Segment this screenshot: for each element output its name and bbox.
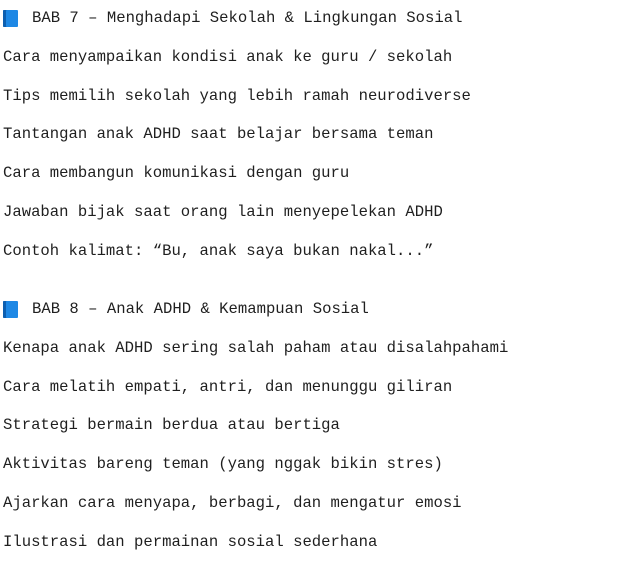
list-item: Kenapa anak ADHD sering salah paham atau disalahpahami [3,339,509,357]
list-item: Aktivitas bareng teman (yang nggak bikin stres) [3,455,443,473]
list-item: Cara melatih empati, antri, dan menunggu giliran [3,378,453,396]
book-icon [3,301,18,318]
list-item: Cara menyampaikan kondisi anak ke guru / sekolah [3,48,453,66]
list-item: Tantangan anak ADHD saat belajar bersama teman [3,125,434,143]
list-item: Strategi bermain berdua atau bertiga [3,416,340,434]
chapter-title: BAB 8 – Anak ADHD & Kemampuan Sosial [32,300,369,318]
list-item: Cara membangun komunikasi dengan guru [3,164,350,182]
list-item: Tips memilih sekolah yang lebih ramah neurodiverse [3,87,471,105]
list-item: Contoh kalimat: “Bu, anak saya bukan nakal...” [3,242,434,260]
list-item: Jawaban bijak saat orang lain menyepelekan ADHD [3,203,443,221]
list-item: Ajarkan cara menyapa, berbagi, dan mengatur emosi [3,494,462,512]
chapter-heading-bab-7 [3,8,462,28]
chapter-heading-bab-8 [3,299,369,319]
list-item: Ilustrasi dan permainan sosial sederhana [3,533,378,551]
book-icon [3,10,18,27]
chapter-title: BAB 7 – Menghadapi Sekolah & Lingkungan Sosial [32,9,463,27]
